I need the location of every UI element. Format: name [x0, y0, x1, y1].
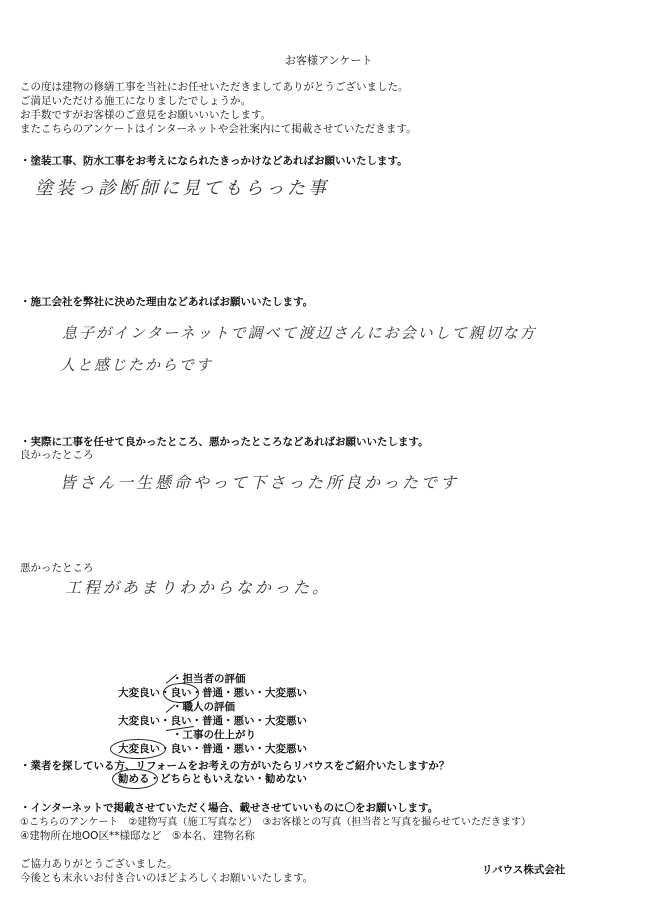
bad-points-label: 悪かったところ — [20, 562, 94, 574]
rating-heading-finish: ・工事の仕上がり — [172, 729, 256, 741]
question-referral: ・業者を探している方、リフォームをお考えの方がいたらリバウスをご紹介いたしますか？ — [20, 760, 450, 772]
selection-circle — [110, 739, 166, 759]
rating-options-craftsman: 大変良い・良い・普通・悪い・大変悪い — [118, 715, 307, 727]
rating-heading-craftsman: ・職人の評価 — [172, 701, 235, 713]
company-name: リバウス株式会社 — [482, 864, 566, 876]
intro-line: またこちらのアンケートはインターネットや会社案内にて掲載させていただきます。 — [20, 123, 417, 135]
closing-line: ご協力ありがとうございました。 — [20, 858, 178, 870]
page-title: お客様アンケート — [285, 54, 373, 67]
rating-heading-staff: ・担当者の評価 — [172, 673, 246, 685]
answer-reason-line1: 息子がインターネットで調べて渡辺さんにお会いして親切な方 — [62, 324, 537, 342]
publish-options-line2: ④建物所在地OO区**様邸など ⑤本名、建物名称 — [20, 830, 255, 842]
closing-line: 今後とも末永いお付き合いのほどよろしくお願いいたします。 — [20, 872, 314, 884]
answer-motivation: 塗装っ診断師に見てもらった事 — [35, 178, 329, 199]
intro-line: ご満足いただける施工になりましたでしょうか。 — [20, 95, 251, 107]
intro-line: お手数ですがお客様のご意見をお願いいいたします。 — [20, 109, 272, 121]
good-points-label: 良かったところ — [20, 449, 94, 461]
question-reason: ・施工会社を弊社に決めた理由などあればお願いいたします。 — [20, 296, 314, 308]
rating-options-staff: 大変良い・良い・普通・悪い・大変悪い — [118, 687, 307, 699]
referral-options: 勧める・どちらともいえない・勧めない — [118, 773, 307, 785]
question-publish: ・インターネットで掲載させていただく場合、載せさせていいものに〇をお願いします。 — [20, 802, 439, 814]
bad-points-answer: 工程があまりわからなかった。 — [65, 578, 332, 597]
good-points-answer: 皆さん一生懸命やって下さった所良かったです — [60, 473, 460, 492]
answer-reason-line2: 人と感じたからです — [60, 356, 213, 374]
selection-circle — [163, 683, 199, 703]
question-motivation: ・塗装工事、防水工事をお考えになられたきっかけなどあればお願いいたします。 — [20, 155, 408, 167]
question-good-bad: ・実際に工事を任せて良かったところ、悪かったところなどあればお願いいたします。 — [20, 436, 429, 448]
publish-options-line1: ①こちらのアンケート ②建物写真（施工写真など） ③お客様との写真（担当者と写真を撮らせていただきます） — [20, 817, 531, 828]
selection-circle — [112, 769, 158, 789]
rating-options-finish: 大変良い・良い・普通・悪い・大変悪い — [118, 743, 307, 755]
intro-line: この度は建物の修繕工事を当社にお任せいただきましてありがとうございました。 — [20, 81, 409, 93]
